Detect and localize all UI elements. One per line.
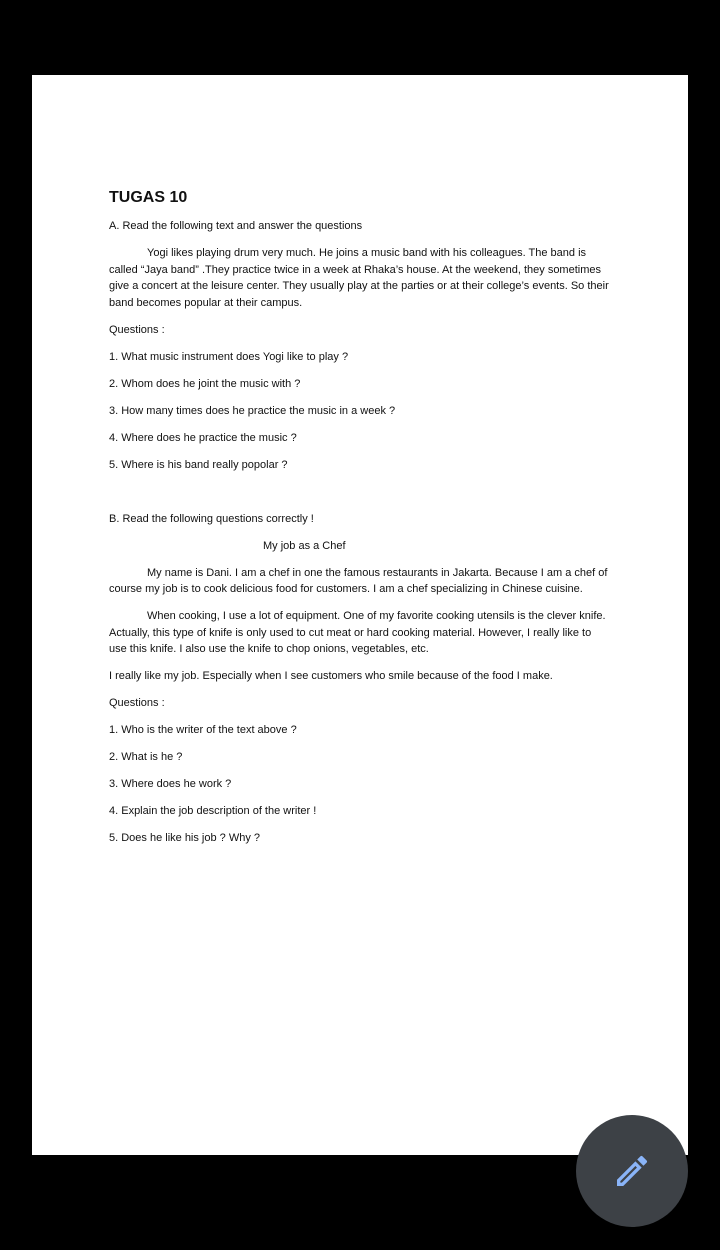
question-item: 5. Where is his band really popolar ?: [109, 458, 288, 471]
question-item: 2. Whom does he joint the music with ?: [109, 377, 301, 390]
section-a-questions-label: Questions :: [109, 323, 165, 336]
question-item: 1. What music instrument does Yogi like to play ?: [109, 350, 349, 363]
document-title: TUGAS 10: [109, 189, 188, 206]
question-item: 3. Where does he work ?: [109, 778, 232, 790]
section-b-instruction: B. Read the following questions correctly !: [109, 512, 314, 525]
page-content: [109, 188, 609, 857]
section-spacer: [109, 484, 609, 511]
question-item: 4. Where does he practice the music ?: [109, 431, 297, 444]
pencil-icon: [612, 1151, 652, 1191]
question-item: 1. Who is the writer of the text above ?: [109, 724, 297, 736]
section-b-paragraph: I really like my job. Especially when I see customers who smile because of the food I make.: [109, 670, 553, 682]
section-b-paragraph: My name is Dani. I am a chef in one the famous restaurants in Jakarta. Because I am a chef of course my job is to cook delicious food for customers. I am a chef specializing in Chinese cuisine.: [109, 566, 608, 595]
question-item: 5. Does he like his job ? Why ?: [109, 832, 261, 844]
question-item: 2. What is he ?: [109, 751, 183, 763]
passage-title: My job as a Chef: [263, 539, 346, 552]
question-item: 4. Explain the job description of the writer !: [109, 805, 317, 817]
question-item: 3. How many times does he practice the music in a week ?: [109, 404, 396, 417]
document-page: [32, 75, 688, 1155]
edit-fab-button[interactable]: [576, 1115, 688, 1227]
section-b-questions-label: Questions :: [109, 697, 165, 709]
section-a-instruction: A. Read the following text and answer the questions: [109, 220, 363, 232]
section-a-passage: Yogi likes playing drum very much. He joins a music band with his colleagues. The band is called “Jaya band” .They practice twice in a week at Rhaka’s house. At the weekend, they sometimes give a concert at the leisure center. They usually play at the parties or at their college’s events. So their band becomes popular at their campus.: [109, 247, 609, 309]
section-b-paragraph: When cooking, I use a lot of equipment. One of my favorite cooking utensils is the clever knife. Actually, this type of knife is only used to cut meat or hard cooking material. However, I really like to use this knife. I also use the knife to chop onions, vegetables, etc.: [109, 610, 606, 655]
